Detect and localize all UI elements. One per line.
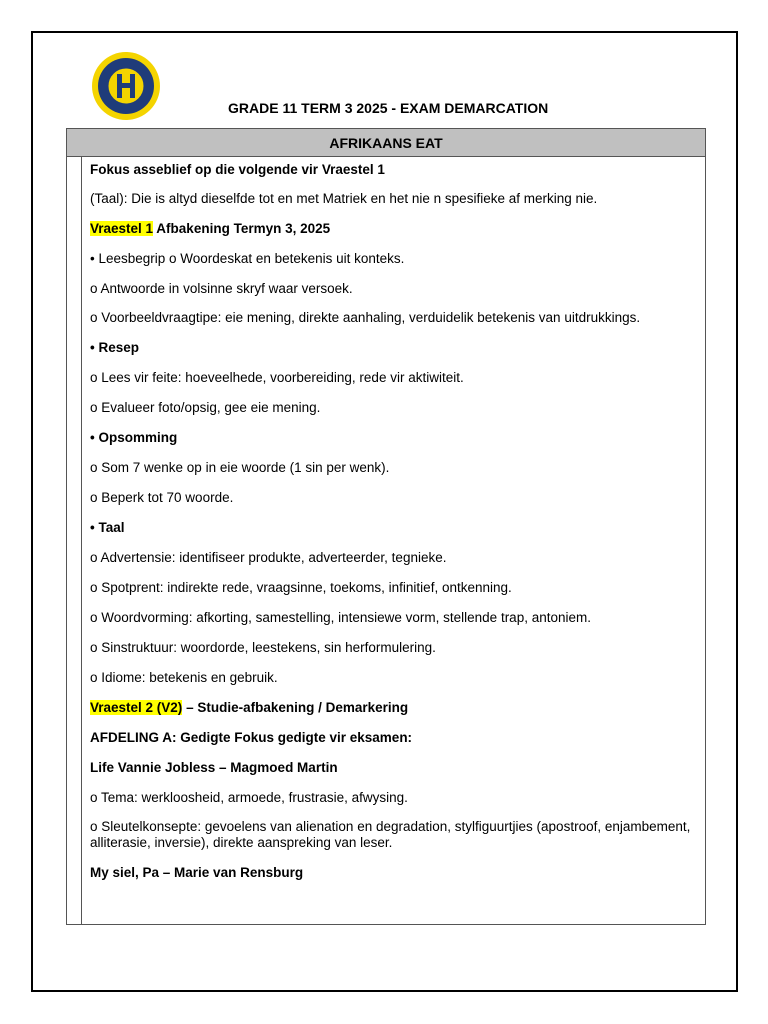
advertisement-item: o Advertensie: identifiseer produkte, adverteerder, tegnieke. xyxy=(90,550,447,565)
word-limit-item: o Beperk tot 70 woorde. xyxy=(90,490,234,505)
school-crest-logo xyxy=(90,50,162,122)
paper1-heading-rest: Afbakening Termyn 3, 2025 xyxy=(153,221,331,236)
language-note: (Taal): Die is altyd dieselfde tot en met Matriek en het nie n spesifieke af merking nie. xyxy=(90,191,598,206)
sentence-structure-item: o Sinstruktuur: woordorde, leestekens, sin herformulering. xyxy=(90,640,436,655)
section-a-heading: AFDELING A: Gedigte Fokus gedigte vir eksamen: xyxy=(90,730,413,745)
document-title: GRADE 11 TERM 3 2025 - EXAM DEMARCATION xyxy=(228,100,549,116)
cartoon-item: o Spotprent: indirekte rede, vraagsinne, toekoms, infinitief, ontkenning. xyxy=(90,580,512,595)
word-formation-item: o Woordvorming: afkorting, samestelling, intensiewe vorm, stellende trap, antoniem. xyxy=(90,610,591,625)
poem-1-theme: o Tema: werkloosheid, armoede, frustrasie, afwysing. xyxy=(90,790,408,805)
paper1-focus-heading: Fokus asseblief op die volgende vir Vraestel 1 xyxy=(90,162,385,177)
full-sentences-item: o Antwoorde in volsinne skryf waar versoek. xyxy=(90,281,353,296)
evaluate-photo-item: o Evalueer foto/opsig, gee eie mening. xyxy=(90,400,321,415)
paper1-demarcation-heading xyxy=(90,221,695,237)
content-table xyxy=(66,128,706,925)
poem-1-title: Life Vannie Jobless – Magmoed Martin xyxy=(90,760,338,775)
paper2-heading-rest: – Studie-afbakening / Demarkering xyxy=(182,700,409,715)
read-facts-item: o Lees vir feite: hoeveelhede, voorbereiding, rede vir aktiwiteit. xyxy=(90,370,464,385)
comprehension-item: • Leesbegrip o Woordeskat en betekenis uit konteks. xyxy=(90,251,405,266)
example-question-types-item: o Voorbeeldvraagtipe: eie mening, direkte aanhaling, verduidelik betekenis van uitdrukkings. xyxy=(90,310,641,325)
table-left-column xyxy=(67,157,82,924)
poem-2-title: My siel, Pa – Marie van Rensburg xyxy=(90,865,304,880)
paper1-highlight: Vraestel 1 xyxy=(90,221,154,236)
content-lines xyxy=(90,157,695,881)
summarise-tips-item: o Som 7 wenke op in eie woorde (1 sin per wenk). xyxy=(90,460,390,475)
paper2-highlight: Vraestel 2 (V2) xyxy=(90,700,183,715)
paper2-heading xyxy=(90,700,695,716)
language-heading: • Taal xyxy=(90,520,125,535)
poem-1-key-concepts: o Sleutelkonsepte: gevoelens van alienation en degradation, stylfiguurtjies (apostroof, enjambement, alliterasie, inversie), direkte aanspreking van leser. xyxy=(90,819,691,850)
summary-heading: • Opsomming xyxy=(90,430,178,445)
table-heading: AFRIKAANS EAT xyxy=(67,129,705,157)
idioms-item: o Idiome: betekenis en gebruik. xyxy=(90,670,278,685)
recipe-heading: • Resep xyxy=(90,340,139,355)
